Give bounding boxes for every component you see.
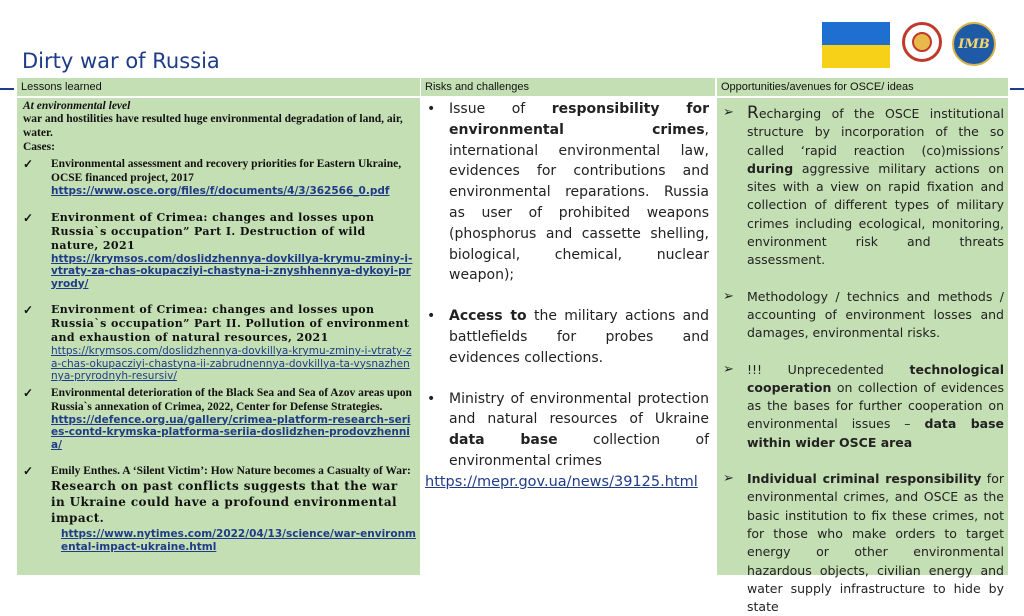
case-item	[23, 386, 416, 452]
risk-item: • Access to the military actions and battlefields for probes and evidences collections.	[427, 308, 709, 366]
case-item	[23, 211, 416, 291]
opportunity-item: ➢ !!! Unprecedented technological cooperation on collection of evidences as the bases for further cooperation on environmental issues – data base within wider OSCE area	[723, 361, 1004, 450]
case-link[interactable]: https://krymsos.com/doslidzhennya-dovkillya-krymu-zminy-i-vtraty-za-chas-okupacziyi-chastyna-ii-zabrudnennya-dovkillya-ta-vysnazhennya-pryrodnyh-resursiv/	[51, 345, 412, 382]
lessons-column	[17, 98, 420, 575]
bullet-icon: •	[427, 390, 436, 407]
case-link[interactable]: https://www.osce.org/files/f/documents/4/3/362566_0.pdf	[51, 185, 390, 197]
mepr-link[interactable]: https://mepr.gov.ua/news/39125.html	[425, 473, 698, 490]
header-opportunities: Opportunities/avenues for OSCE/ ideas	[717, 78, 1008, 96]
case-link[interactable]: https://krymsos.com/doslidzhennya-dovkillya-krymu-zminy-i-vtraty-za-chas-okupacziyi-chastyna-i-znyshhennya-dykoyi-pryrody/	[51, 252, 413, 290]
checkmark-icon: ✓	[23, 303, 34, 317]
cases-label: Cases:	[23, 141, 55, 153]
risk-item: • Ministry of environmental protection and natural resources of Ukraine data base collection of environmental crimes	[427, 390, 709, 469]
risks-column	[421, 98, 715, 575]
level-label: At environmental level	[23, 100, 131, 112]
opportunity-item: ➢ Individual criminal responsibility for environmental crimes, and OSCE as the basic institution to fix these crimes, not for those who make orders to target energy or other environmental hazardous objects, civilian energy and water supply infrastructure to hide by state	[723, 471, 1004, 615]
imb-logo-icon: IMB	[952, 22, 996, 66]
case-link[interactable]: https://defence.org.ua/gallery/crimea-platform-research-series-contd-krymska-platforma-seriia-doslidzhen-prodovzhennia/	[51, 413, 411, 451]
case-link[interactable]: https://www.nytimes.com/2022/04/13/science/war-environmental-impact-ukraine.html	[61, 528, 416, 553]
case-text: Environment of Crimea: changes and losses upon Russia`s occupation” Part II. Pollution of environment and exhaustion of natural resources, 2021	[51, 303, 410, 344]
checkmark-icon: ✓	[23, 464, 34, 478]
case-text: Environmental deterioration of the Black Sea and Sea of Azov areas upon Russia`s annexation of Crimea, 2022, Center for Defense Strategies.	[51, 386, 412, 413]
institution-seal-icon	[902, 22, 942, 62]
ukraine-flag-icon	[822, 22, 890, 68]
arrow-bullet-icon: ➢	[723, 471, 734, 487]
case-item	[23, 464, 416, 526]
case-text: Emily Enthes. A ‘Silent Victim’: How Nature becomes a Casualty of War:	[51, 465, 411, 477]
opportunity-item: ➢ Recharging of the OSCE institutional structure by incorporation of the so called ‘rapid reaction (co)missions’ during aggressive military actions on sites with a view on rapid fixation and collection of different types of military crimes including ecological, monitoring, environment risk and threats assessment.	[723, 103, 1004, 268]
case-text: Environment of Crimea: changes and losses upon Russia`s occupation” Part I. Destruction of wild nature, 2021	[51, 210, 375, 252]
arrow-bullet-icon: ➢	[723, 361, 734, 377]
opportunity-item: ➢ Methodology / technics and methods / accounting of environment losses and damages, environmental risks.	[723, 288, 1004, 341]
arrow-bullet-icon: ➢	[723, 105, 734, 120]
title-rule-right	[1010, 88, 1024, 90]
checkmark-icon: ✓	[23, 210, 34, 225]
bullet-icon: •	[427, 308, 436, 325]
header-risks-challenges: Risks and challenges	[421, 78, 715, 96]
case-item	[23, 157, 416, 198]
title-rule-left	[0, 88, 14, 90]
opportunities-column	[717, 98, 1008, 615]
header-lessons-learned: Lessons learned	[17, 78, 420, 96]
lessons-intro: war and hostilities have resulted huge environmental degradation of land, air, water.	[23, 113, 403, 139]
case-subtext: Research on past conflicts suggests that the war in Ukraine could have a profound environmental impact.	[51, 479, 398, 525]
checkmark-icon: ✓	[23, 385, 34, 400]
case-text: Environmental assessment and recovery priorities for Eastern Ukraine, OCSE financed project, 2017	[51, 158, 402, 184]
risk-item: • Issue of responsibility for environmental crimes, international environmental law, evidences for contributions and environmental reparations. Russia as user of prohibited weapons (phosphorus and cassette shelling, biological, chemical, nuclear weapon);	[427, 101, 709, 284]
checkmark-icon: ✓	[23, 157, 34, 171]
bullet-icon: •	[427, 101, 436, 117]
page-title: Dirty war of Russia	[22, 49, 220, 73]
arrow-bullet-icon: ➢	[723, 288, 734, 304]
case-item	[23, 303, 416, 383]
